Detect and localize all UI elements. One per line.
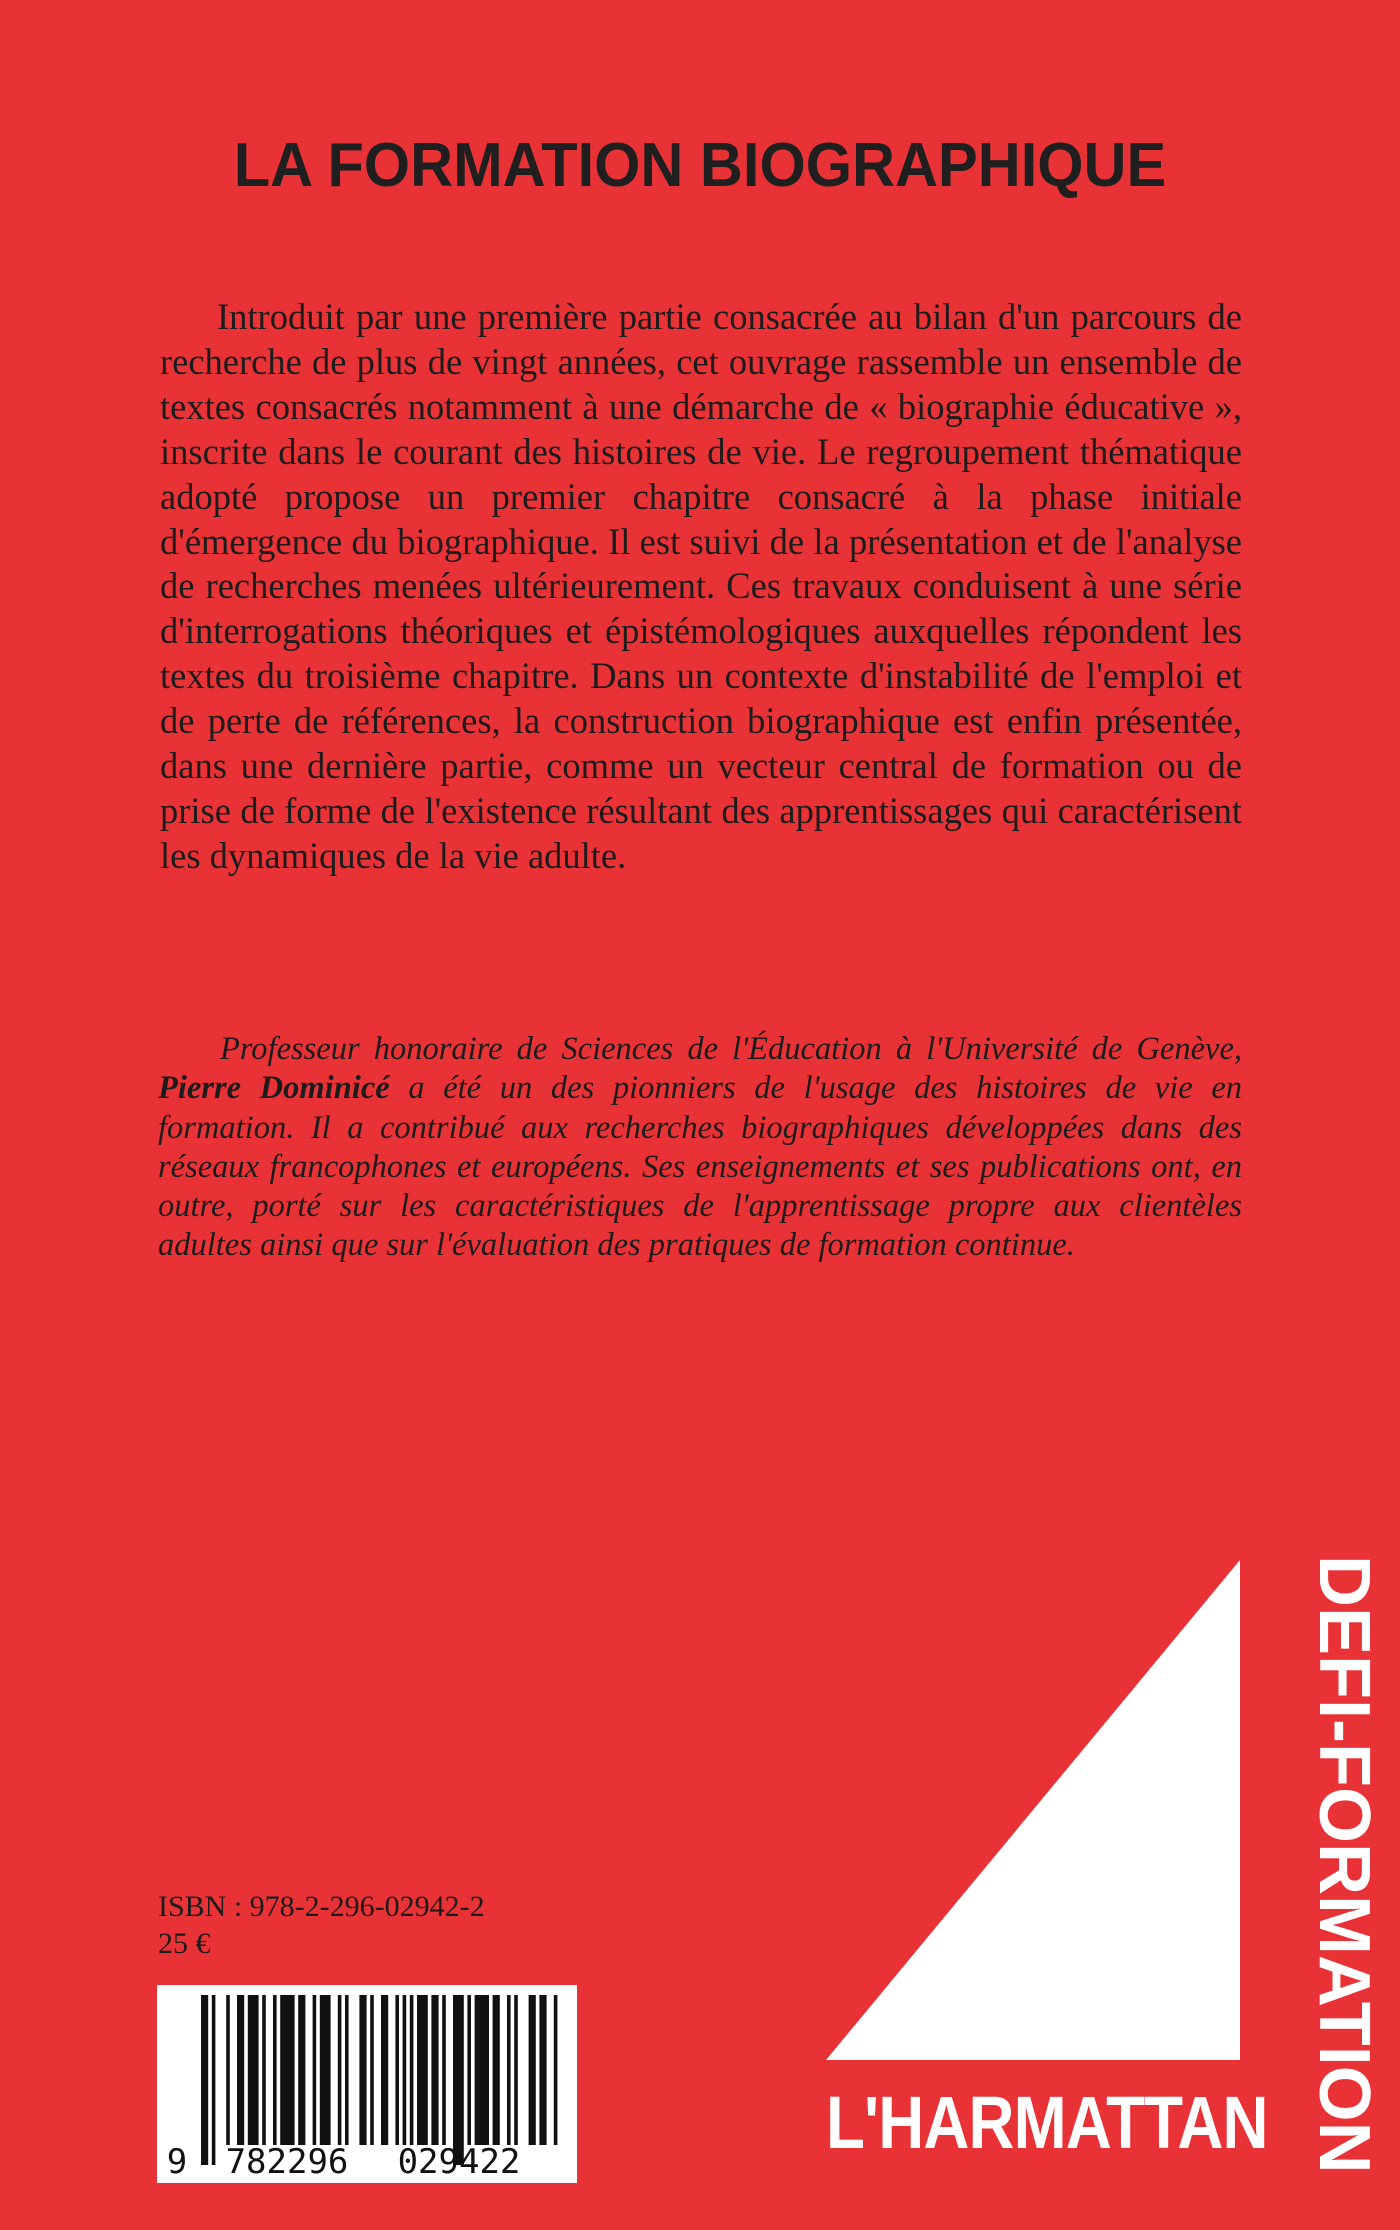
barcode-bar (453, 1995, 464, 2165)
barcode-bar (273, 1995, 277, 2145)
barcode-bar (403, 1995, 407, 2145)
barcode-bar (320, 1995, 331, 2145)
barcode-bar (237, 1995, 244, 2145)
isbn-number: ISBN : 978-2-296-02942-2 (158, 1890, 485, 1923)
barcode-bar (201, 1995, 208, 2165)
series-name: DEFI-FORMATION (1304, 1555, 1384, 2174)
barcode-digits-right: 029422 (397, 2142, 521, 2182)
barcode-bar (226, 1995, 230, 2145)
barcode-bar (475, 1995, 489, 2145)
barcode-bar (359, 1995, 366, 2145)
logo-triangle-shape (826, 1560, 1240, 2060)
publisher-name: L'HARMATTAN (826, 2081, 1268, 2164)
author-bio (158, 1030, 1242, 1266)
barcode-bar (313, 1995, 317, 2145)
barcode-bar (431, 1995, 438, 2145)
series-label-wrap (1290, 1555, 1390, 2174)
barcode-bar (248, 1995, 259, 2145)
barcode-bar (262, 1995, 266, 2145)
barcode-bar (493, 1995, 500, 2145)
barcode-bar (345, 1995, 349, 2145)
barcode-bar (395, 1995, 399, 2145)
isbn-price-block (158, 1888, 485, 1962)
barcode-bar (529, 1995, 536, 2145)
author-bio-rest: a été un des pionniers de l'usage des histoires de vie en formation. Il a contribué aux recherches biographiques développées dans des réseaux francophones et européens. Ses enseignements et ses publications ont, en outre, porté sur les caractéristiques de l'apprentissage propre aux clientèles adultes ainsi que sur l'évaluation des pratiques de formation continue. (158, 1070, 1243, 1264)
price: 25 € (158, 1927, 211, 1960)
book-summary: Introduit par une première partie consacrée au bilan d'un parcours de recherche de plus de vingt années, cet ouvrage rassemble un ensemble de textes consacrés notamment à une démarche de « biographie éducative », inscrite dans le courant des histoires de vie. Le regroupement thématique adopté propose un premier chapitre consacré à la phase initiale d'émergence du biographique. Il est suivi de la présentation et de l'analyse de recherches menées ultérieurement. Ces travaux conduisent à une série d'interrogations théoriques et épistémologiques auxquelles répondent les textes du troisième chapitre. Dans un contexte d'instabilité de l'emploi et de perte de références, la construction biographique est enfin présentée, dans une dernière partie, comme un vecteur central de formation ou de prise de forme de l'existence résultant des apprentissages qui caractérisent les dynamiques de la vie adulte. (160, 296, 1242, 876)
barcode-bar (467, 1995, 471, 2145)
author-bio-intro: Professeur honoraire de Sciences de l'Éducation à l'Université de Genève, (220, 1031, 1242, 1067)
barcode-bar (417, 1995, 428, 2145)
author-name: Pierre Dominicé (158, 1070, 390, 1107)
barcode-bar (410, 1995, 414, 2145)
barcode-bar (370, 1995, 374, 2145)
barcode (157, 1985, 577, 2183)
barcode-bar (507, 1995, 511, 2145)
barcode-bar (442, 1995, 446, 2145)
book-title: LA FORMATION BIOGRAPHIQUE (233, 131, 1167, 200)
barcode-bar (212, 1995, 216, 2165)
barcode-digits-left: 782296 (225, 2142, 349, 2182)
barcode-bars (201, 1995, 557, 2165)
barcode-bar (514, 1995, 518, 2145)
barcode-bar (381, 1995, 388, 2145)
barcode-bar (554, 1995, 558, 2145)
barcode-bar (338, 1995, 342, 2145)
barcode-bar (298, 1995, 305, 2145)
barcode-graphic (157, 1985, 577, 2183)
barcode-bar (539, 1995, 546, 2145)
barcode-digit-first: 9 (166, 2142, 188, 2182)
barcode-bar (280, 1995, 294, 2145)
